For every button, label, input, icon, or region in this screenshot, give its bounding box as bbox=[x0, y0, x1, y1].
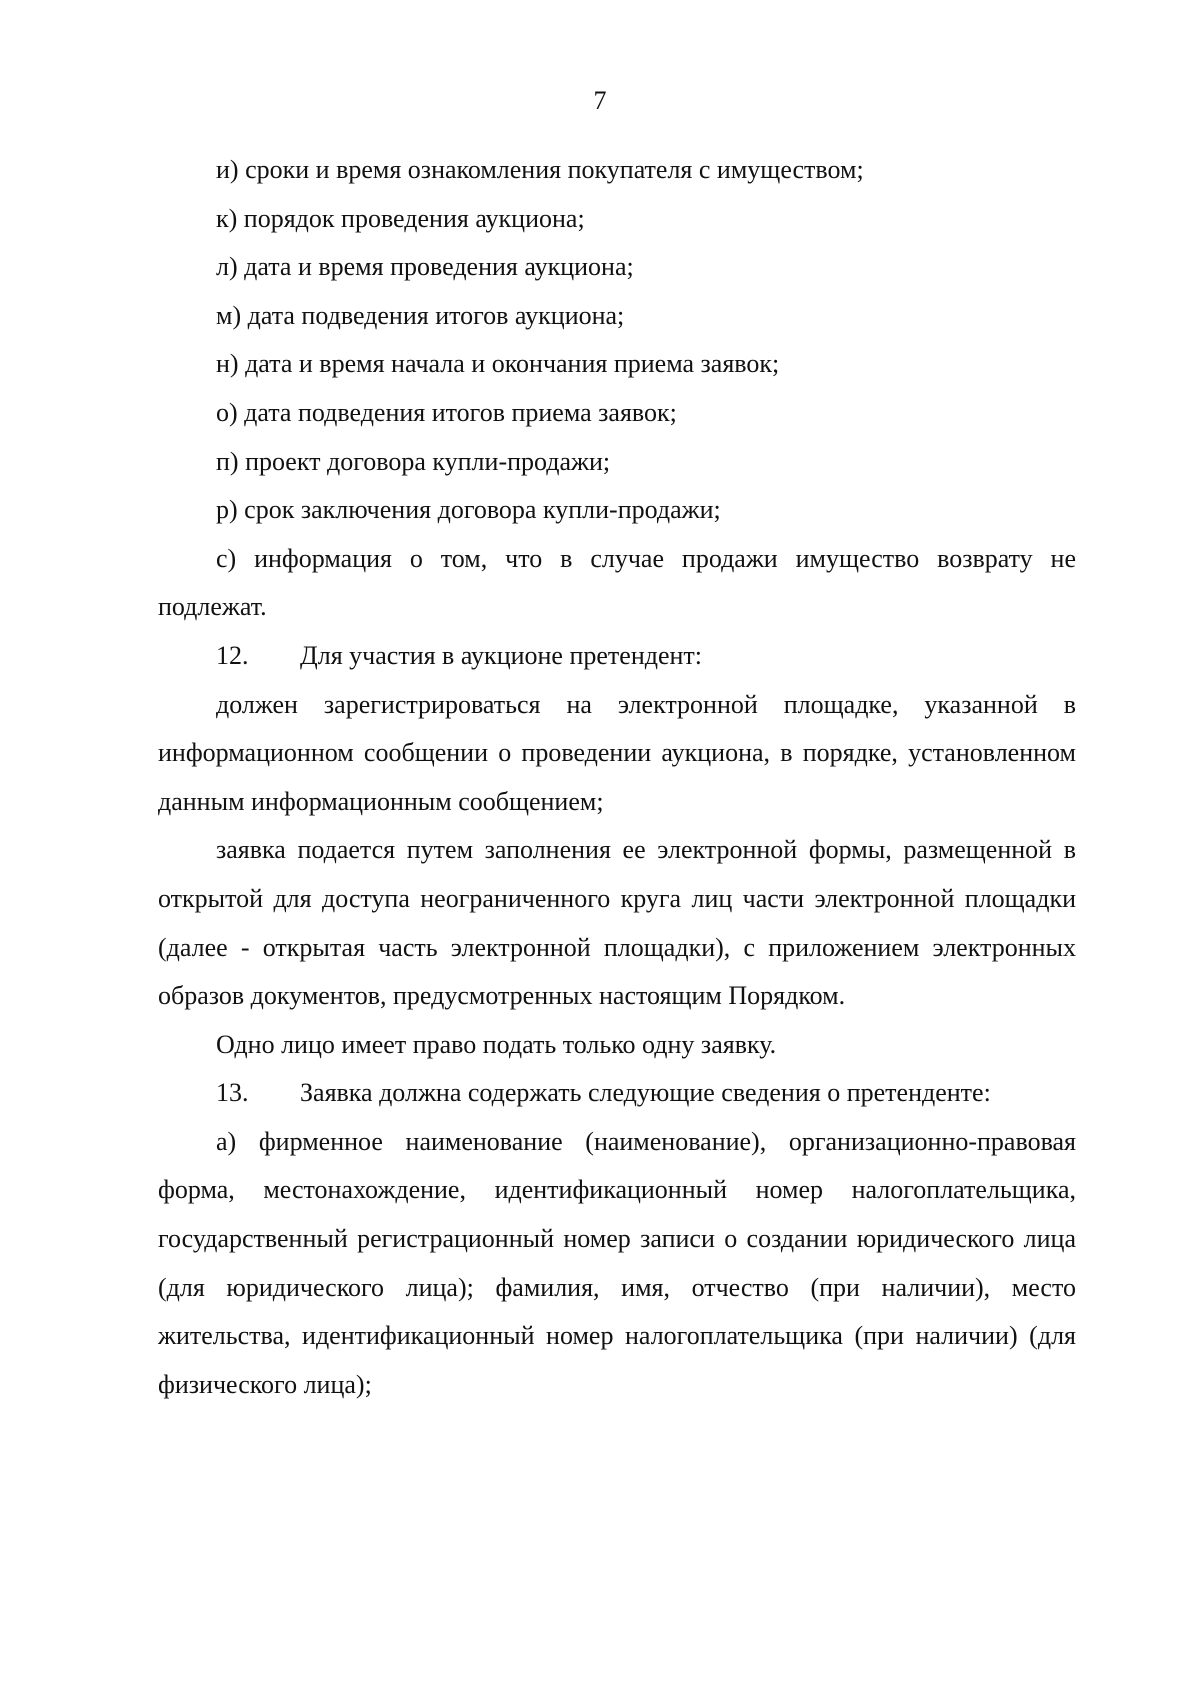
paragraph: должен зарегистрироваться на электронной площадке, указанной в информационном сообщении о проведении аукциона, в порядке, установленном данным информационным сообщением; bbox=[158, 689, 1076, 816]
paragraph: а) фирменное наименование (наименование), организационно-правовая форма, местонахождение, идентификационный номер налогоплательщика, государственный регистрационный номер записи о создании юридического лица (для юридического лица); фамилия, имя, отчество (при наличии), место жительства, идентификационный номер налогоплательщика (при наличии) (для физического лица); bbox=[158, 1126, 1076, 1399]
section-heading-text: Заявка должна содержать следующие сведения о претенденте: bbox=[300, 1078, 991, 1108]
section-13-heading bbox=[158, 1069, 1076, 1118]
section-heading-text: Для участия в аукционе претендент: bbox=[300, 640, 703, 670]
paragraph: Одно лицо имеет право подать только одну заявку. bbox=[216, 1029, 777, 1059]
list-item: с) информация о том, что в случае продажи имущество возврату не подлежат. bbox=[158, 543, 1076, 622]
document-body bbox=[158, 146, 1076, 1409]
list-item: л) дата и время проведения аукциона; bbox=[216, 252, 634, 282]
list-item: о) дата подведения итогов приема заявок; bbox=[216, 397, 677, 427]
paragraph: заявка подается путем заполнения ее электронной формы, размещенной в открытой для доступа неограниченного круга лиц части электронной площадки (далее - открытая часть электронной площадки), с приложением электронных образов документов, предусмотренных настоящим Порядком. bbox=[158, 835, 1076, 1011]
section-12-heading bbox=[158, 632, 1076, 681]
list-item: к) порядок проведения аукциона; bbox=[216, 203, 585, 233]
section-number: 13. bbox=[216, 1078, 249, 1108]
list-item: н) дата и время начала и окончания приема заявок; bbox=[216, 349, 780, 379]
list-item: м) дата подведения итогов аукциона; bbox=[216, 300, 625, 330]
section-number: 12. bbox=[216, 640, 249, 670]
list-item: р) срок заключения договора купли-продажи; bbox=[216, 495, 721, 525]
list-item: и) сроки и время ознакомления покупателя с имуществом; bbox=[216, 155, 864, 184]
page-number: 7 bbox=[593, 86, 607, 115]
list-item: п) проект договора купли-продажи; bbox=[216, 446, 611, 476]
